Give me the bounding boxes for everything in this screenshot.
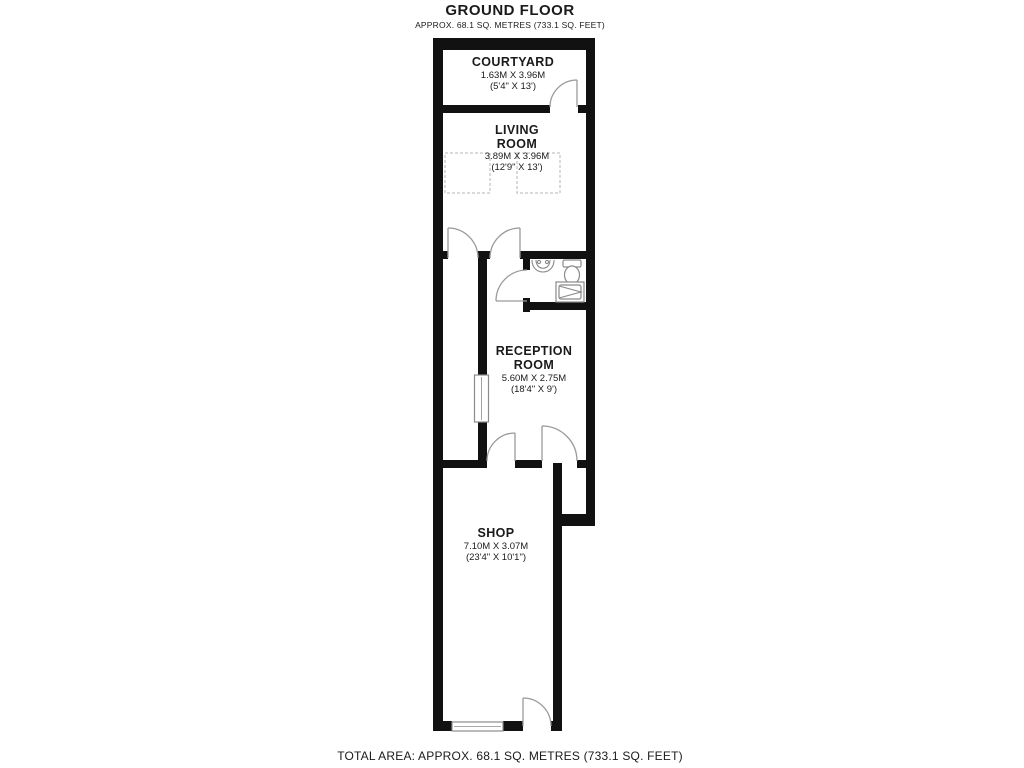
skylight-left-icon: [445, 153, 490, 193]
shop-metric: 7.10M X 3.07M: [463, 541, 529, 552]
wall-top: [433, 38, 595, 50]
bathroom-fixtures: [532, 260, 584, 302]
total-area-label: TOTAL AREA: APPROX. 68.1 SQ. METRES (733.1 SQ. FEET): [337, 749, 683, 763]
courtyard-label: COURTYARD: [471, 55, 555, 69]
reception-shop-door-icon: [487, 433, 515, 461]
toilet-icon: [563, 260, 581, 284]
shop-label: SHOP: [477, 526, 515, 540]
wall-right-shop: [553, 463, 562, 731]
wall-right-upper: [586, 38, 595, 526]
sink-icon: [532, 260, 554, 272]
wall-courtyard-divider-jamb: [578, 105, 586, 113]
living-room-label-2: ROOM: [496, 137, 538, 151]
shop-imperial: (23'4" X 10'1"): [465, 552, 527, 563]
wall-bathroom-bottom: [523, 302, 586, 310]
reception-label-2: ROOM: [513, 358, 555, 372]
shop-entrance-door-icon: [523, 698, 551, 726]
wall-bathroom-left-upper: [523, 251, 530, 270]
page-subtitle: APPROX. 68.1 SQ. METRES (733.1 SQ. FEET): [415, 20, 605, 30]
courtyard-imperial: (5'4" X 13'): [489, 81, 537, 92]
wall-shop-divider-seg1: [443, 460, 487, 468]
wall-left: [433, 38, 443, 731]
shower-icon: [556, 282, 584, 302]
living-room-imperial: (12'9" X 13'): [491, 162, 543, 173]
wall-living-divider-seg1: [443, 251, 448, 259]
courtyard-metric: 1.63M X 3.96M: [480, 70, 546, 81]
living-room-metric: 3.89M X 3.96M: [484, 151, 550, 162]
wall-bottom-seg1: [433, 721, 452, 731]
courtyard-door-icon: [550, 80, 577, 107]
wall-courtyard-divider: [443, 105, 550, 113]
living-room-label-1: LIVING: [494, 123, 540, 137]
reception-metric: 5.60M X 2.75M: [501, 373, 567, 384]
reception-imperial: (18'4" X 9'): [510, 384, 558, 395]
reception-lobby-door-icon: [542, 426, 577, 461]
bathroom-door-icon: [496, 270, 527, 301]
wall-shop-divider-seg3: [577, 460, 586, 468]
reception-label-1: RECEPTION: [495, 344, 573, 358]
wall-shop-divider-seg2: [515, 460, 542, 468]
wall-bottom-seg2: [503, 721, 523, 731]
wall-bottom-seg3: [551, 721, 562, 731]
page-title: GROUND FLOOR: [445, 2, 575, 19]
living-door-left-icon: [448, 228, 478, 258]
labels: [337, 2, 683, 763]
wall-hall-left: [478, 251, 487, 463]
living-door-right-icon: [490, 228, 520, 258]
